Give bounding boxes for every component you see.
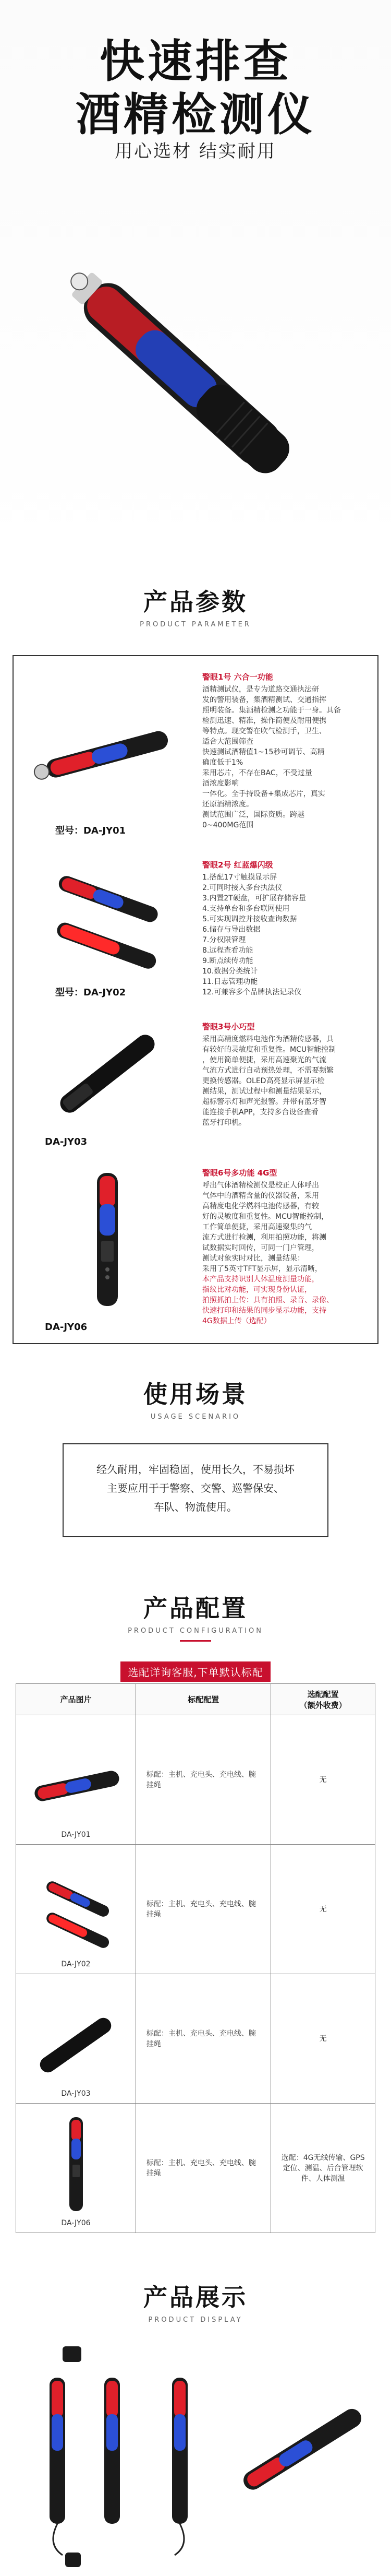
param-item-jy01 <box>14 667 377 844</box>
jy02-line: 2.可同时接入多台执法仪 <box>202 884 283 892</box>
jy02-line: 7.分权限管理 <box>202 936 246 944</box>
config-model-label: DA-JY06 <box>61 2219 91 2227</box>
display-subtitle: PRODUCT DISPLAY <box>148 2316 243 2324</box>
config-note-badge: 选配详询客服,下单默认标配 <box>120 1661 270 1682</box>
jy03-line: ，使用简单便捷，采用高速聚光的气流 <box>202 1056 326 1064</box>
jy02-line: 1.搭配17寸触摸显示屏 <box>202 873 277 882</box>
usage-box <box>63 1443 328 1537</box>
display-title: 产品展示 <box>143 2283 248 2311</box>
jy06-line: 采用了5英寸TFT显示屏，显示清晰， <box>202 1265 322 1273</box>
hero-title-line1: 快速排查 <box>100 35 291 88</box>
jy02-line: 10.数据分类统计 <box>202 967 258 976</box>
jy03-line: 更换传感器。OLED高亮显示屏显示检 <box>202 1077 325 1085</box>
param-item-jy03 <box>14 1016 377 1157</box>
config-header-std: 标配配置 <box>136 1684 271 1715</box>
jy03-line: 测结果，测试过程中和测量结果显示， <box>202 1087 326 1096</box>
config-row <box>16 1715 375 1845</box>
hero-subtitle: 用心选材 结实耐用 <box>115 141 276 162</box>
hero-section <box>0 0 391 561</box>
jy01-line: 酒精测试仪，是专为道路交通执法研 <box>202 685 319 694</box>
jy03-line: 气流方式进行自动预热处理，不需要频繁 <box>202 1066 334 1075</box>
config-jy02-image <box>23 1877 128 1955</box>
jy03-line: 蓝牙打印机。 <box>202 1119 246 1127</box>
jy06-highlight-line: 拍照抓拍上传：具有拍照、录音、录像、 <box>202 1296 334 1304</box>
jy02-desc <box>202 860 369 998</box>
config-model-label: DA-JY01 <box>61 1831 91 1839</box>
jy02-image <box>24 865 191 980</box>
jy01-heading: 警眼1号 六合一功能 <box>202 672 273 682</box>
config-subtitle: PRODUCT CONFIGURATION <box>128 1627 263 1635</box>
usage-line: 经久耐用，牢固稳固，使用长久，不易损坏 <box>96 1463 295 1476</box>
config-image-cell <box>16 2104 136 2233</box>
jy01-desc <box>202 672 369 830</box>
config-jy06-image <box>23 2115 128 2214</box>
jy01-line: 检测迅速、精准，操作简便及耐用便携 <box>202 717 326 725</box>
jy02-line: 9.断点续传功能 <box>202 957 253 965</box>
params-box <box>13 655 378 1344</box>
jy06-line: 测试对象实时对比，测量结果： <box>202 1254 304 1263</box>
jy03-line: 采用高精度燃料电池作为酒精传感器，具 <box>202 1035 334 1043</box>
config-row <box>16 2104 375 2233</box>
jy06-highlight-line: 快速打印和结果的同步显示功能，支持 <box>202 1307 326 1315</box>
display-section <box>0 2263 391 2576</box>
config-row <box>16 1845 375 1974</box>
jy06-line: 工作简单便捷，采用高速聚集的气 <box>202 1223 312 1231</box>
jy01-line: 等特点。现交警在吹气检测手，卫生、 <box>202 727 326 735</box>
jy03-image <box>24 1022 191 1126</box>
config-title: 产品配置 <box>143 1594 248 1622</box>
config-table <box>16 1683 375 2233</box>
jy01-image <box>24 708 191 802</box>
jy06-line: 好的灵敏度和重复性。MCU智能控制， <box>202 1213 329 1221</box>
config-std-cell: 标配：主机、充电头、充电线、腕挂绳 <box>136 2104 271 2233</box>
config-jy03-image <box>23 2006 128 2084</box>
jy01-line: 适合大范围筛查 <box>202 738 253 746</box>
config-divider <box>180 1640 211 1642</box>
config-std-cell: 标配：主机、充电头、充电线、腕挂绳 <box>136 1974 271 2104</box>
config-image-cell <box>16 1974 136 2104</box>
jy06-line: 流方式进行检测，利用拍照功能，将测 <box>202 1233 326 1242</box>
hero-title-line2: 酒精检测仪 <box>76 89 315 141</box>
usage-section <box>0 1355 391 1579</box>
jy03-line: 超标警示灯和声光报警。并带有蓝牙智 <box>202 1098 326 1106</box>
jy01-line: 0~400MG范围 <box>202 821 254 829</box>
jy06-desc <box>202 1168 369 1326</box>
config-jy01-image <box>23 1747 128 1825</box>
config-image-cell <box>16 1845 136 1974</box>
config-std-cell: 标配：主机、充电头、充电线、腕挂绳 <box>136 1715 271 1845</box>
jy02-line: 12.可兼容多个品牌执法记录仪 <box>202 988 302 996</box>
params-title: 产品参数 <box>143 588 248 616</box>
jy02-line: 8.远程查看功能 <box>202 946 253 955</box>
jy03-model: DA-JY03 <box>45 1136 88 1147</box>
display-product-image <box>16 2346 375 2571</box>
jy01-line: 发的警用装备，集酒精测试、交通指挥 <box>202 696 326 704</box>
jy06-line: 呼出气体酒精检测仪是校正人体呼出 <box>202 1181 319 1190</box>
jy06-highlight-line: 4G数据上传（选配） <box>202 1317 271 1325</box>
config-std-cell: 标配：主机、充电头、充电线、腕挂绳 <box>136 1845 271 1974</box>
jy06-image <box>24 1168 191 1314</box>
config-opt-cell: 无 <box>271 1845 375 1974</box>
jy01-line: 采用芯片，不存在BAC，不受过量 <box>202 769 312 777</box>
config-section <box>0 1579 391 2263</box>
usage-line: 主要应用于于警察、交警、巡警保安、 <box>107 1482 284 1494</box>
config-header-image: 产品图片 <box>16 1684 136 1715</box>
jy06-line: 高精度电化学燃料电池传感器，有较 <box>202 1202 319 1210</box>
jy01-model: 型号：DA-JY01 <box>55 825 126 836</box>
config-model-label: DA-JY02 <box>61 1960 91 1968</box>
jy01-line: 快速测试酒精值1~15秒可调节、高精 <box>202 748 325 756</box>
params-section <box>0 561 391 1355</box>
usage-subtitle: USAGE SCENARIO <box>150 1413 241 1421</box>
jy02-heading: 警眼2号 红蓝爆闪级 <box>202 860 273 870</box>
jy01-line: 一体化。全手持设备+集成芯片，真实 <box>202 790 325 798</box>
param-item-jy02 <box>14 854 377 1006</box>
jy02-line: 11.日志管理功能 <box>202 978 258 986</box>
config-opt-cell: 无 <box>271 1715 375 1845</box>
config-note <box>0 1661 391 1682</box>
jy03-desc <box>202 1022 369 1128</box>
config-opt-cell: 无 <box>271 1974 375 2104</box>
config-image-cell <box>16 1715 136 1845</box>
jy06-line: 气体中的酒精含量的仪器设备，采用 <box>202 1192 319 1200</box>
jy06-line: 试数据实时回传，可同一门户管理， <box>202 1244 319 1252</box>
jy02-line: 6.储存与导出数据 <box>202 925 261 934</box>
jy01-line: 照明装备。集酒精检测之功能于一身。具备 <box>202 706 341 715</box>
jy03-line: 能连接手机APP，支持多台设备查看 <box>202 1108 319 1117</box>
usage-title: 使用场景 <box>143 1380 248 1408</box>
jy06-heading: 警眼6号多功能 4G型 <box>202 1168 277 1178</box>
jy02-line: 5.可实现调控并接收查询数据 <box>202 915 297 923</box>
usage-line: 车队、物流使用。 <box>154 1501 237 1513</box>
jy03-line: 有较好的灵敏度和重复性。MCU智能控制 <box>202 1046 336 1054</box>
params-subtitle: PRODUCT PARAMETER <box>140 621 251 628</box>
jy01-line: 测试范围广泛，国际资质。跨越 <box>202 811 304 819</box>
param-item-jy06 <box>14 1168 377 1340</box>
jy06-highlight-line: 指纹比对功能，可实现身份认证， <box>202 1286 312 1294</box>
jy06-model: DA-JY06 <box>45 1322 88 1333</box>
jy02-line: 4.支持单台和多台联网使用 <box>202 905 290 913</box>
jy03-heading: 警眼3号小巧型 <box>202 1022 255 1031</box>
jy06-highlight-line: 本产品支持识别人体温度测量功能， <box>202 1275 319 1284</box>
config-header-opt: 选配配置 （额外收费） <box>271 1684 375 1715</box>
jy01-line: 还原酒精浓度。 <box>202 800 253 809</box>
config-model-label: DA-JY03 <box>61 2090 91 2098</box>
config-opt-cell: 选配：4G无线传输、GPS定位、测温、后台管理软件、人体测温 <box>271 2104 375 2233</box>
config-row <box>16 1974 375 2104</box>
jy01-line: 确度低于1% <box>202 758 243 767</box>
jy02-line: 3.内置2T硬盘，可扩展存储容量 <box>202 894 306 903</box>
jy02-model: 型号：DA-JY02 <box>55 987 126 998</box>
hero-product-image <box>52 172 344 485</box>
jy01-line: 酒浓度影响 <box>202 779 239 788</box>
